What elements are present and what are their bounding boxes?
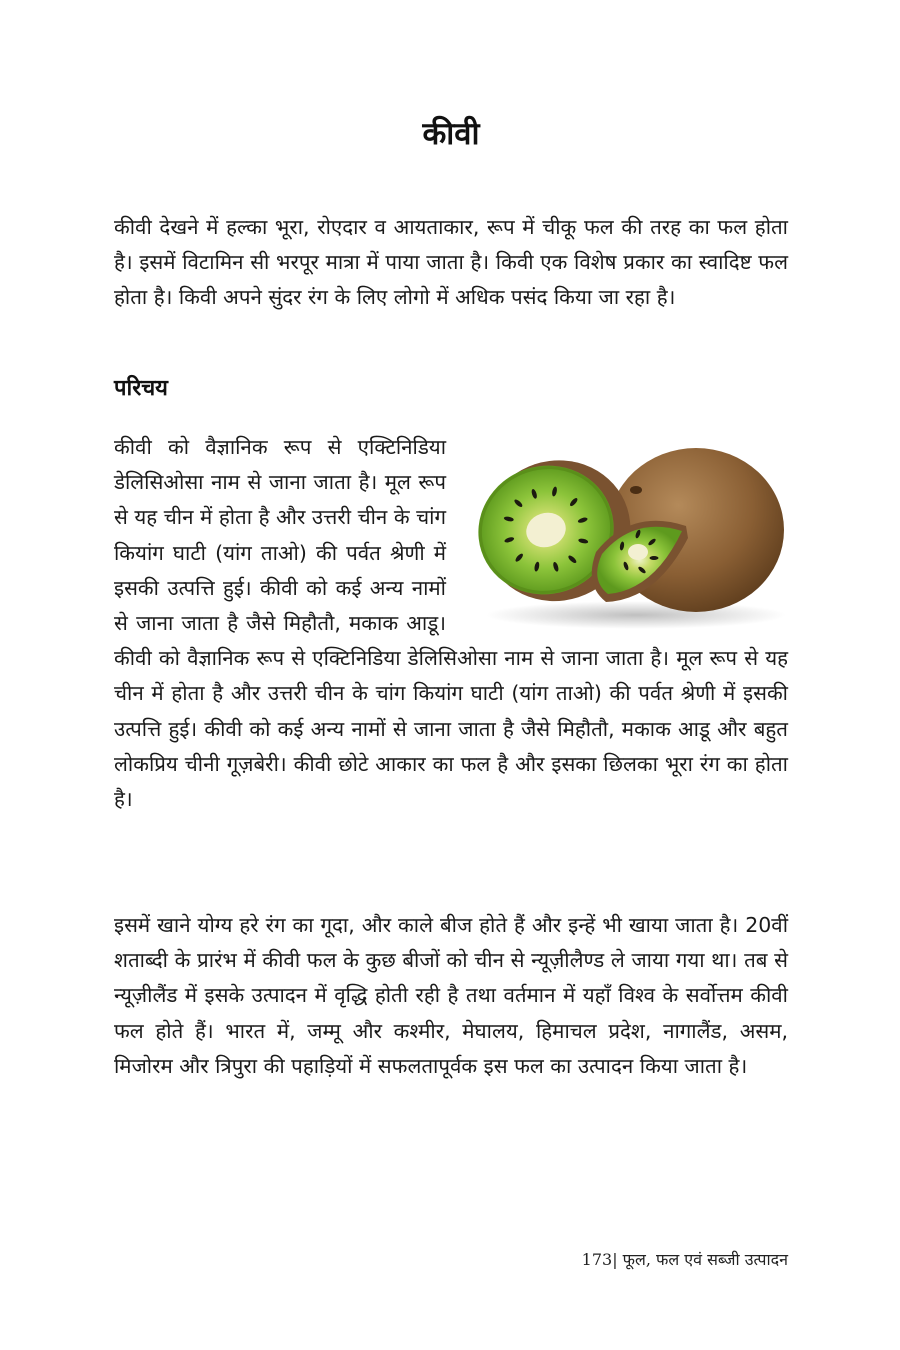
document-page bbox=[114, 0, 788, 1350]
kiwi-illustration bbox=[456, 430, 788, 630]
second-paragraph: इसमें खाने योग्य हरे रंग का गूदा, और काले बीज होते हैं और इन्हें भी खाया जाता है। 20वीं शताब्दी के प्रारंभ में कीवी फल के कुछ बीजों को चीन से न्यूज़ीलैण्ड ले जाया गया था। तब से न्यूज़ीलैंड में इसके उत्पादन में वृद्धि होती रही है तथा वर्तमान में यहाँ विश्व के सर्वोत्तम कीवी फल होते हैं। भारत में, जम्मू और कश्मीर, मेघालय, हिमाचल प्रदेश, नागालैंड, असम, मिजोरम और त्रिपुरा की पहाड़ियों में सफलतापूर्वक इस फल का उत्पादन किया जाता है। bbox=[114, 913, 788, 1078]
footer-separator: | bbox=[612, 1250, 618, 1269]
book-title: फूल, फल एवं सब्जी उत्पादन bbox=[617, 1250, 788, 1269]
shadow-shape bbox=[486, 601, 786, 629]
intro-section bbox=[114, 430, 788, 817]
intro-section-paragraph: कीवी को वैज्ञानिक रूप से एक्टिनिडिया डेलिसिओसा नाम से जाना जाता है। मूल रूप से यह चीन में होता है और उत्तरी चीन के चांग कियांग घाटी (यांग ताओ) की पर्वत श्रेणी में इसकी उत्पत्ति हुई। कीवी को कई अन्य नामों से जाना जाता है जैसे मिहौतौ, मकाक आडू। कीवी को वैज्ञानिक रूप से एक्टिनिडिया डेलिसिओसा नाम से जाना जाता है। मूल रूप से यह चीन में होता है और उत्तरी चीन के चांग कियांग घाटी (यांग ताओ) की पर्वत श्रेणी में इसकी उत्पत्ति हुई। कीवी को कई अन्य नामों से जाना जाता है जैसे मिहौतौ, मकाक आडू और बहुत लोकप्रिय चीनी गूज़बेरी। कीवी छोटे आकार का फल है और इसका छिलका भूरा रंग का होता है। bbox=[114, 435, 788, 812]
section-heading: परिचय bbox=[114, 376, 168, 401]
kiwi-photo bbox=[456, 430, 788, 630]
intro-paragraph: कीवी देखने में हल्का भूरा, रोएदार व आयताकार, रूप में चीकू फल की तरह का फल होता है। इसमें विटामिन सी भरपूर मात्रा में पाया जाता है। किवी एक विशेष प्रकार का स्वादिष्ट फल होता है। किवी अपने सुंदर रंग के लिए लोगो में अधिक पसंद किया जा रहा है। bbox=[114, 215, 788, 310]
page-number: 173 bbox=[581, 1250, 613, 1269]
page-title: कीवी bbox=[422, 116, 480, 152]
page-footer bbox=[582, 1248, 788, 1272]
